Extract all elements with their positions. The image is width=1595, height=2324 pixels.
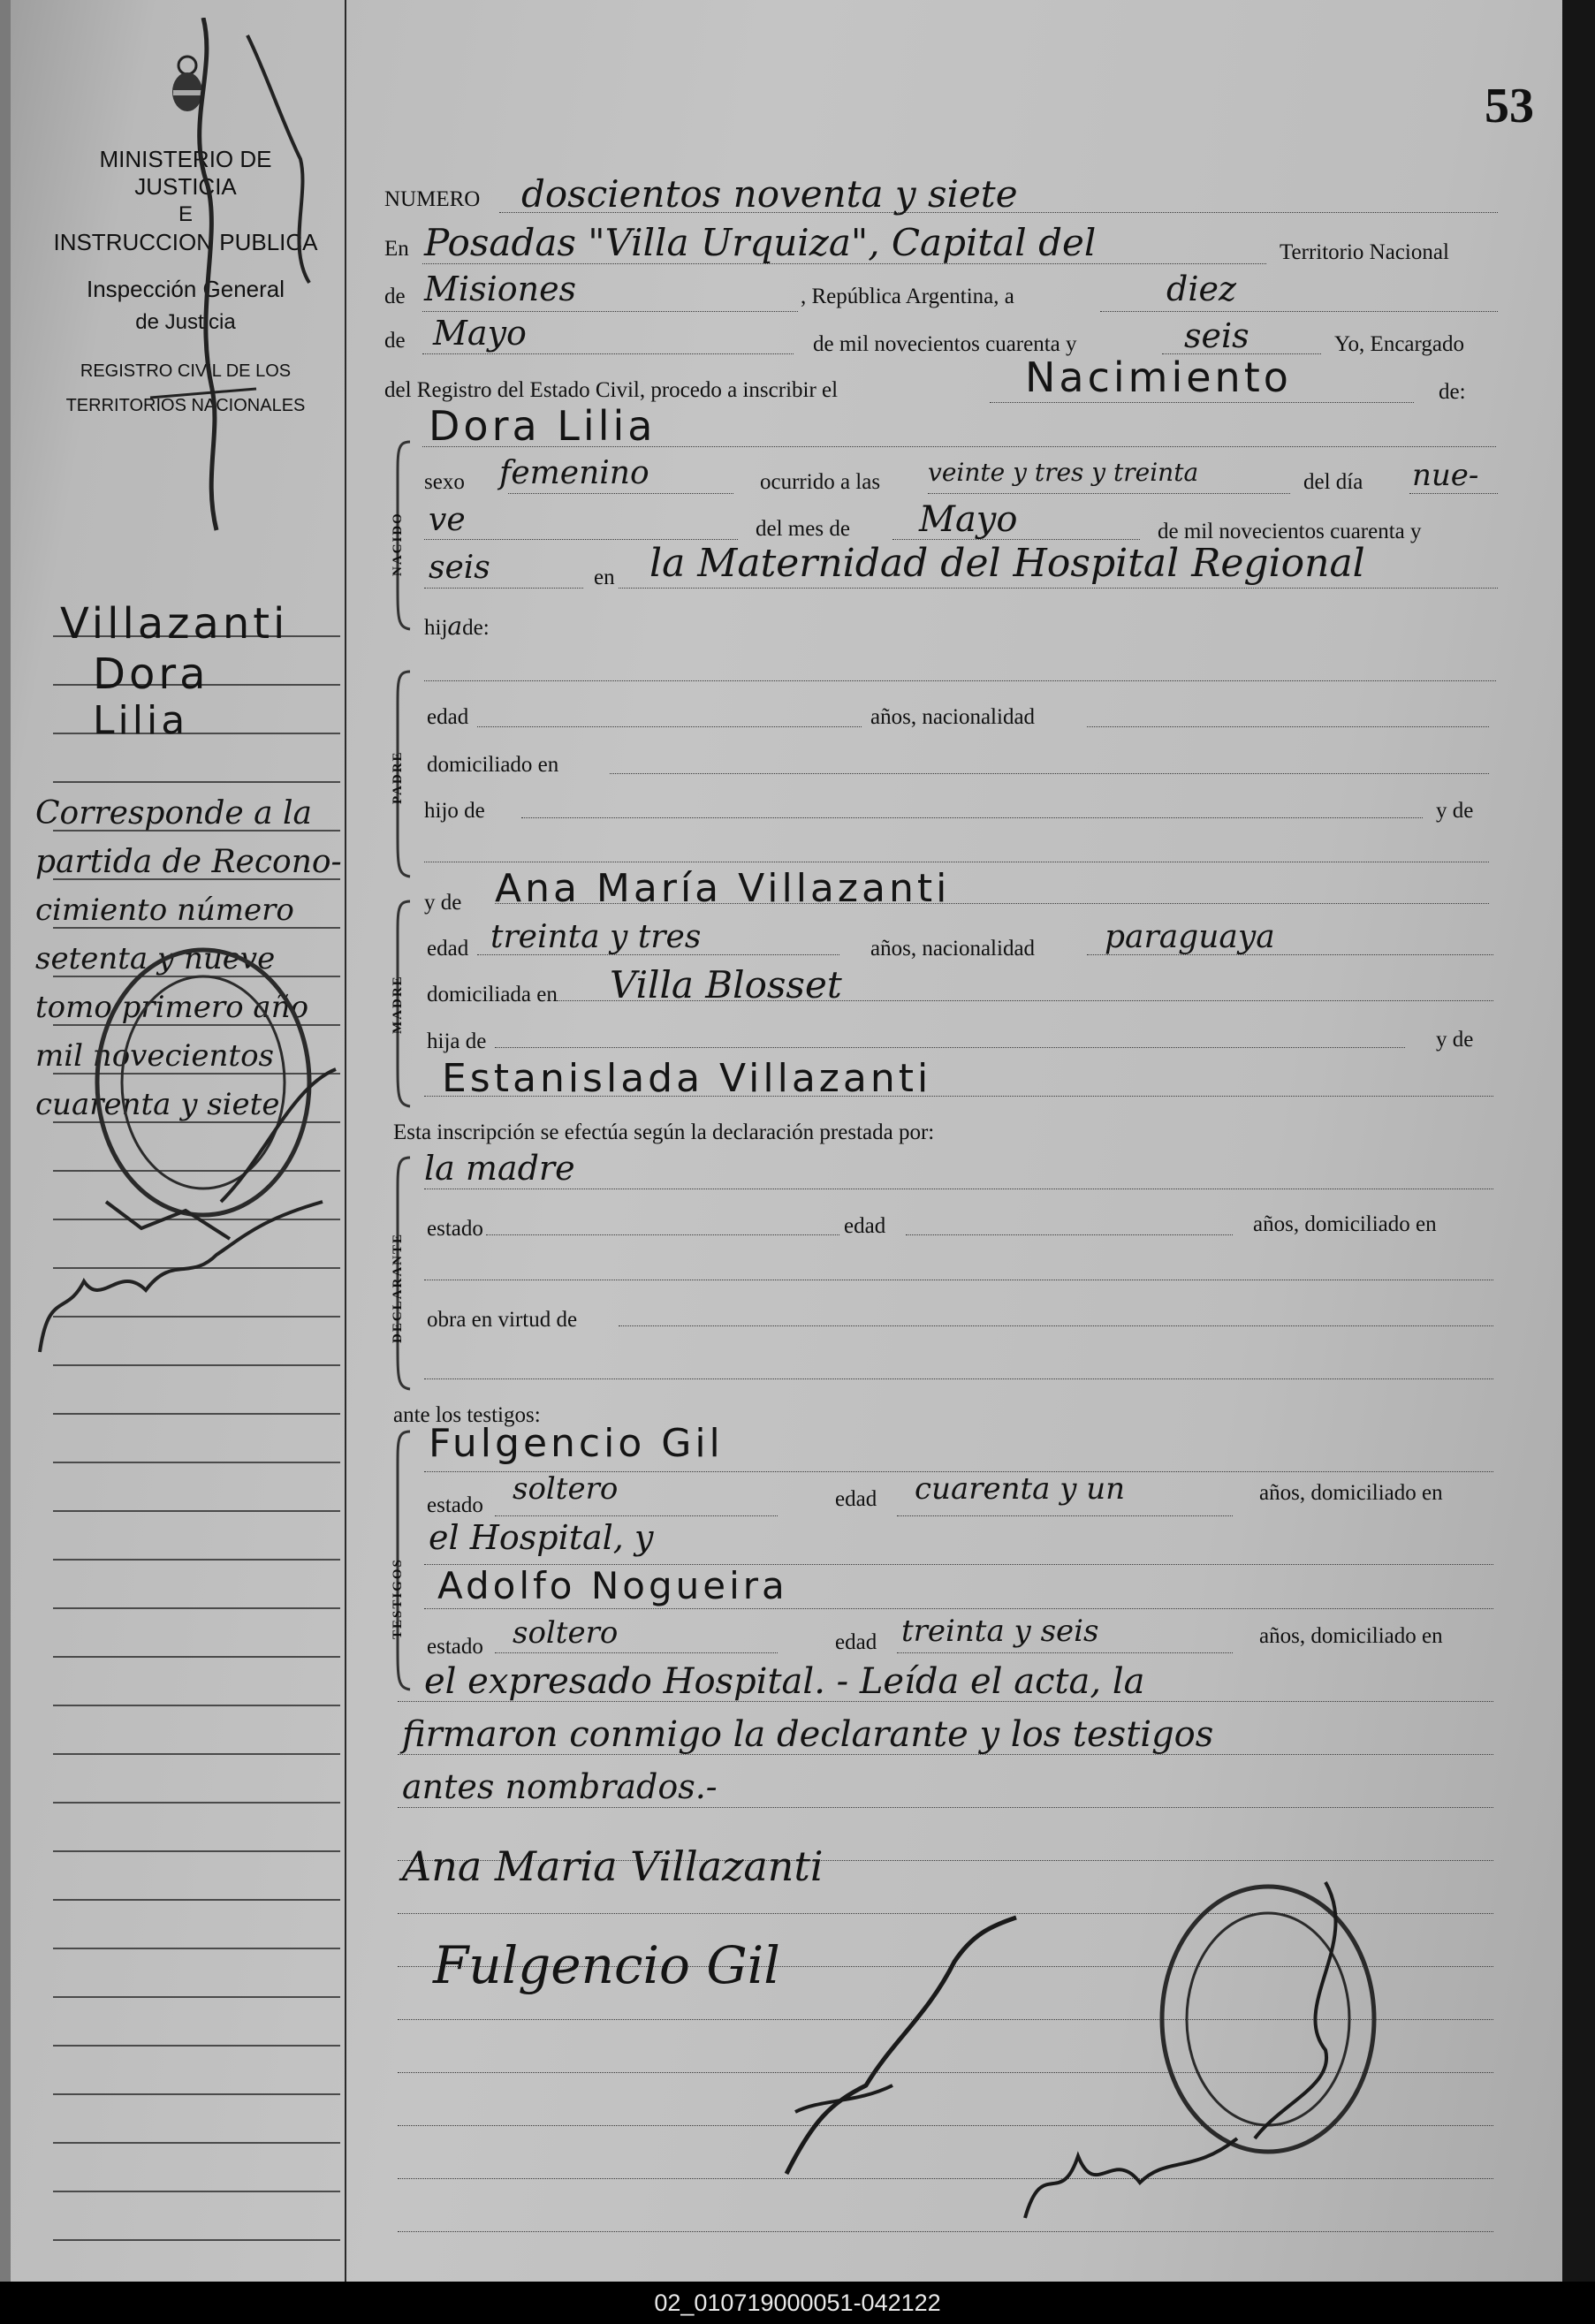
- officer-signature: [760, 1909, 1043, 2191]
- fill-line: [398, 1807, 1493, 1808]
- fill-line: [422, 353, 794, 354]
- value-testigo2-nombre: Adolfo Nogueira: [437, 1564, 788, 1607]
- label-hijo-de-padre: hijo de: [424, 799, 485, 823]
- label-de-mil-2: de mil novecientos cuarenta y: [1158, 520, 1422, 543]
- label-y-de-madre: y de: [424, 891, 462, 915]
- fill-line: [897, 1515, 1233, 1516]
- label-hijo-prefix: hij: [424, 616, 448, 640]
- label-esta-inscripcion: Esta inscripción se efectúa según la declaración prestada por:: [393, 1120, 935, 1144]
- value-mes-nac: Mayo: [919, 499, 1018, 540]
- section-label-padre: PADRE: [391, 750, 405, 804]
- label-en: En: [384, 237, 409, 261]
- value-madre-domicilio: Villa Blosset: [610, 963, 842, 1006]
- section-label-testigos: TESTIGOS: [391, 1558, 405, 1639]
- fill-line: [422, 311, 798, 312]
- label-republica: , República Argentina, a: [801, 285, 1014, 308]
- fill-line: [477, 726, 862, 727]
- fill-line: [610, 773, 1489, 774]
- label-territorio: Territorio Nacional: [1280, 240, 1449, 264]
- label-de-2: de: [384, 329, 406, 353]
- header-line-2: E: [178, 202, 193, 226]
- label-obra: obra en virtud de: [427, 1308, 578, 1332]
- value-testigo1-domicilio: el Hospital, y: [429, 1518, 654, 1557]
- margin-note-line-2: partida de Recono-: [35, 844, 342, 880]
- header-line-5: de Justicia: [135, 310, 236, 334]
- value-anio-nac: seis: [429, 550, 490, 586]
- label-de-mil: de mil novecientos cuarenta y: [813, 332, 1077, 356]
- label-edad-padre: edad: [427, 705, 469, 729]
- label-sexo: sexo: [424, 470, 465, 494]
- label-ante-testigos: ante los testigos:: [393, 1403, 541, 1427]
- fill-line: [619, 1325, 1493, 1326]
- label-ocurrido: ocurrido a las: [760, 470, 881, 494]
- margin-signature: [31, 1184, 349, 1370]
- value-abuela: Estanislada Villazanti: [442, 1056, 932, 1101]
- section-label-madre: MADRE: [391, 975, 405, 1034]
- scan-id-footer: 02_010719000051-042122: [0, 2282, 1595, 2324]
- section-label-declarante: DECLARANTE: [391, 1232, 405, 1343]
- value-mes: Mayo: [433, 314, 527, 353]
- value-testigo1-edad: cuarenta y un: [915, 1471, 1126, 1507]
- value-cierre-3: antes nombrados.-: [402, 1767, 718, 1806]
- fill-line: [424, 1608, 1493, 1609]
- label-edad-declarante: edad: [844, 1214, 886, 1238]
- label-de: de: [384, 285, 406, 308]
- fill-line: [928, 493, 1290, 494]
- label-anios-domic-declarante: años, domiciliado en: [1253, 1212, 1437, 1236]
- fill-line: [508, 493, 733, 494]
- label-anios-nac-madre: años, nacionalidad: [870, 937, 1036, 961]
- fill-line: [990, 402, 1414, 403]
- fill-line: [486, 1234, 839, 1235]
- value-numero: doscientos noventa y siete: [521, 172, 1018, 216]
- page-number: 53: [1485, 79, 1534, 133]
- margin-note-line-3: cimiento número: [35, 892, 294, 928]
- fill-line: [897, 1652, 1233, 1653]
- value-madre-edad: treinta y tres: [490, 919, 702, 955]
- margin-note-line-5: tomo primero año: [35, 990, 309, 1025]
- fill-line: [906, 1234, 1233, 1235]
- value-dia-nac-2: ve: [429, 502, 466, 538]
- label-anios-domic-testigo2: años, domiciliado en: [1259, 1624, 1443, 1648]
- margin-given-name-1: Dora: [93, 649, 209, 699]
- value-testigo1-estado: soltero: [513, 1471, 619, 1507]
- value-anio: seis: [1184, 316, 1249, 355]
- registrar-signature: [1007, 2103, 1272, 2236]
- scan-edge: [1562, 0, 1595, 2282]
- label-anios-nac-padre: años, nacionalidad: [870, 705, 1036, 729]
- value-cierre-1: el expresado Hospital. - Leída el acta, la: [424, 1661, 1145, 1702]
- value-hora: veinte y tres y treinta: [928, 458, 1199, 487]
- value-testigo1-nombre: Fulgencio Gil: [429, 1421, 724, 1466]
- label-hijo-colon: de:: [462, 616, 490, 640]
- margin-note-line-1: Corresponde a la: [35, 795, 312, 832]
- header-line-4: Inspección General: [86, 276, 285, 302]
- header-line-3: INSTRUCCION PUBLICA: [53, 229, 318, 255]
- label-estado-testigo2: estado: [427, 1635, 483, 1659]
- label-hijo-de: [424, 611, 490, 641]
- margin-note-line-6: mil novecientos: [35, 1038, 275, 1074]
- fill-line: [424, 1378, 1493, 1379]
- value-sexo: femenino: [499, 455, 649, 491]
- value-lugar: Posadas "Villa Urquiza", Capital del: [424, 221, 1097, 264]
- fill-line: [521, 817, 1423, 818]
- label-edad-testigo2: edad: [835, 1630, 877, 1654]
- margin-note-line-4: setenta y nueve: [35, 941, 276, 976]
- label-del-dia: del día: [1303, 470, 1363, 494]
- label-de-colon: de:: [1439, 380, 1466, 404]
- signature-madre: Ana Maria Villazanti: [402, 1842, 824, 1890]
- value-testigo2-edad: treinta y seis: [901, 1614, 1099, 1649]
- value-hijo-suffix: a: [447, 611, 463, 641]
- label-y-de-madre-2: y de: [1436, 1028, 1474, 1052]
- value-testigo2-estado: soltero: [513, 1615, 619, 1651]
- value-madre-nombre: Ana María Villazanti: [495, 866, 951, 911]
- label-numero: NUMERO: [384, 187, 481, 211]
- value-territorio: Misiones: [424, 270, 577, 308]
- label-estado-testigo1: estado: [427, 1493, 483, 1517]
- header-line-7: TERRITORIOS NACIONALES: [65, 396, 306, 415]
- fill-line: [424, 588, 583, 589]
- fill-line: [424, 539, 738, 540]
- margin-given-name-2: Lilia: [93, 698, 189, 743]
- value-declarante: la madre: [424, 1149, 575, 1188]
- label-estado-declarante: estado: [427, 1217, 483, 1241]
- fill-line: [1100, 311, 1498, 312]
- fill-line: [1409, 493, 1498, 494]
- fill-line: [495, 1047, 1405, 1048]
- fill-line: [495, 1515, 778, 1516]
- label-del-mes: del mes de: [756, 517, 850, 541]
- header-line-6: REGISTRO CIVIL DE LOS: [80, 361, 292, 381]
- value-madre-nacionalidad: paraguaya: [1105, 919, 1275, 955]
- label-registro: del Registro del Estado Civil, procedo a inscribir el: [384, 378, 839, 402]
- label-y-de-padre: y de: [1436, 799, 1474, 823]
- label-edad-testigo1: edad: [835, 1487, 877, 1511]
- value-dia-nac-1: nue-: [1412, 458, 1479, 493]
- header-line-1: MINISTERIO DE JUSTICIA: [99, 146, 272, 200]
- label-en-2: en: [594, 566, 615, 589]
- margin-scribble: [133, 18, 327, 548]
- fill-line: [424, 680, 1496, 681]
- fill-line: [1087, 726, 1489, 727]
- fill-line: [495, 1652, 778, 1653]
- value-dia: diez: [1166, 270, 1236, 308]
- margin-surname: Villazanti: [60, 599, 289, 649]
- margin-note-line-7: cuarenta y siete: [35, 1087, 280, 1122]
- signature-testigo: Fulgencio Gil: [433, 1935, 780, 1995]
- label-edad-madre: edad: [427, 937, 469, 961]
- fill-line: [619, 588, 1498, 589]
- value-lugar-nac: la Maternidad del Hospital Regional: [649, 541, 1365, 586]
- value-nombre: Dora Lilia: [429, 402, 657, 450]
- label-domiciliada-madre: domiciliada en: [427, 983, 558, 1006]
- label-yo: Yo, Encargado: [1334, 332, 1464, 356]
- label-anios-domic-testigo1: años, domiciliado en: [1259, 1481, 1443, 1505]
- label-hija-de-madre: hija de: [427, 1029, 487, 1053]
- value-cierre-2: firmaron conmigo la declarante y los testigos: [402, 1714, 1214, 1755]
- label-domiciliado-padre: domiciliado en: [427, 753, 559, 777]
- value-acto: Nacimiento: [1025, 353, 1292, 401]
- section-label-nacido: NACIDO: [391, 512, 405, 576]
- fill-line: [398, 2231, 1493, 2232]
